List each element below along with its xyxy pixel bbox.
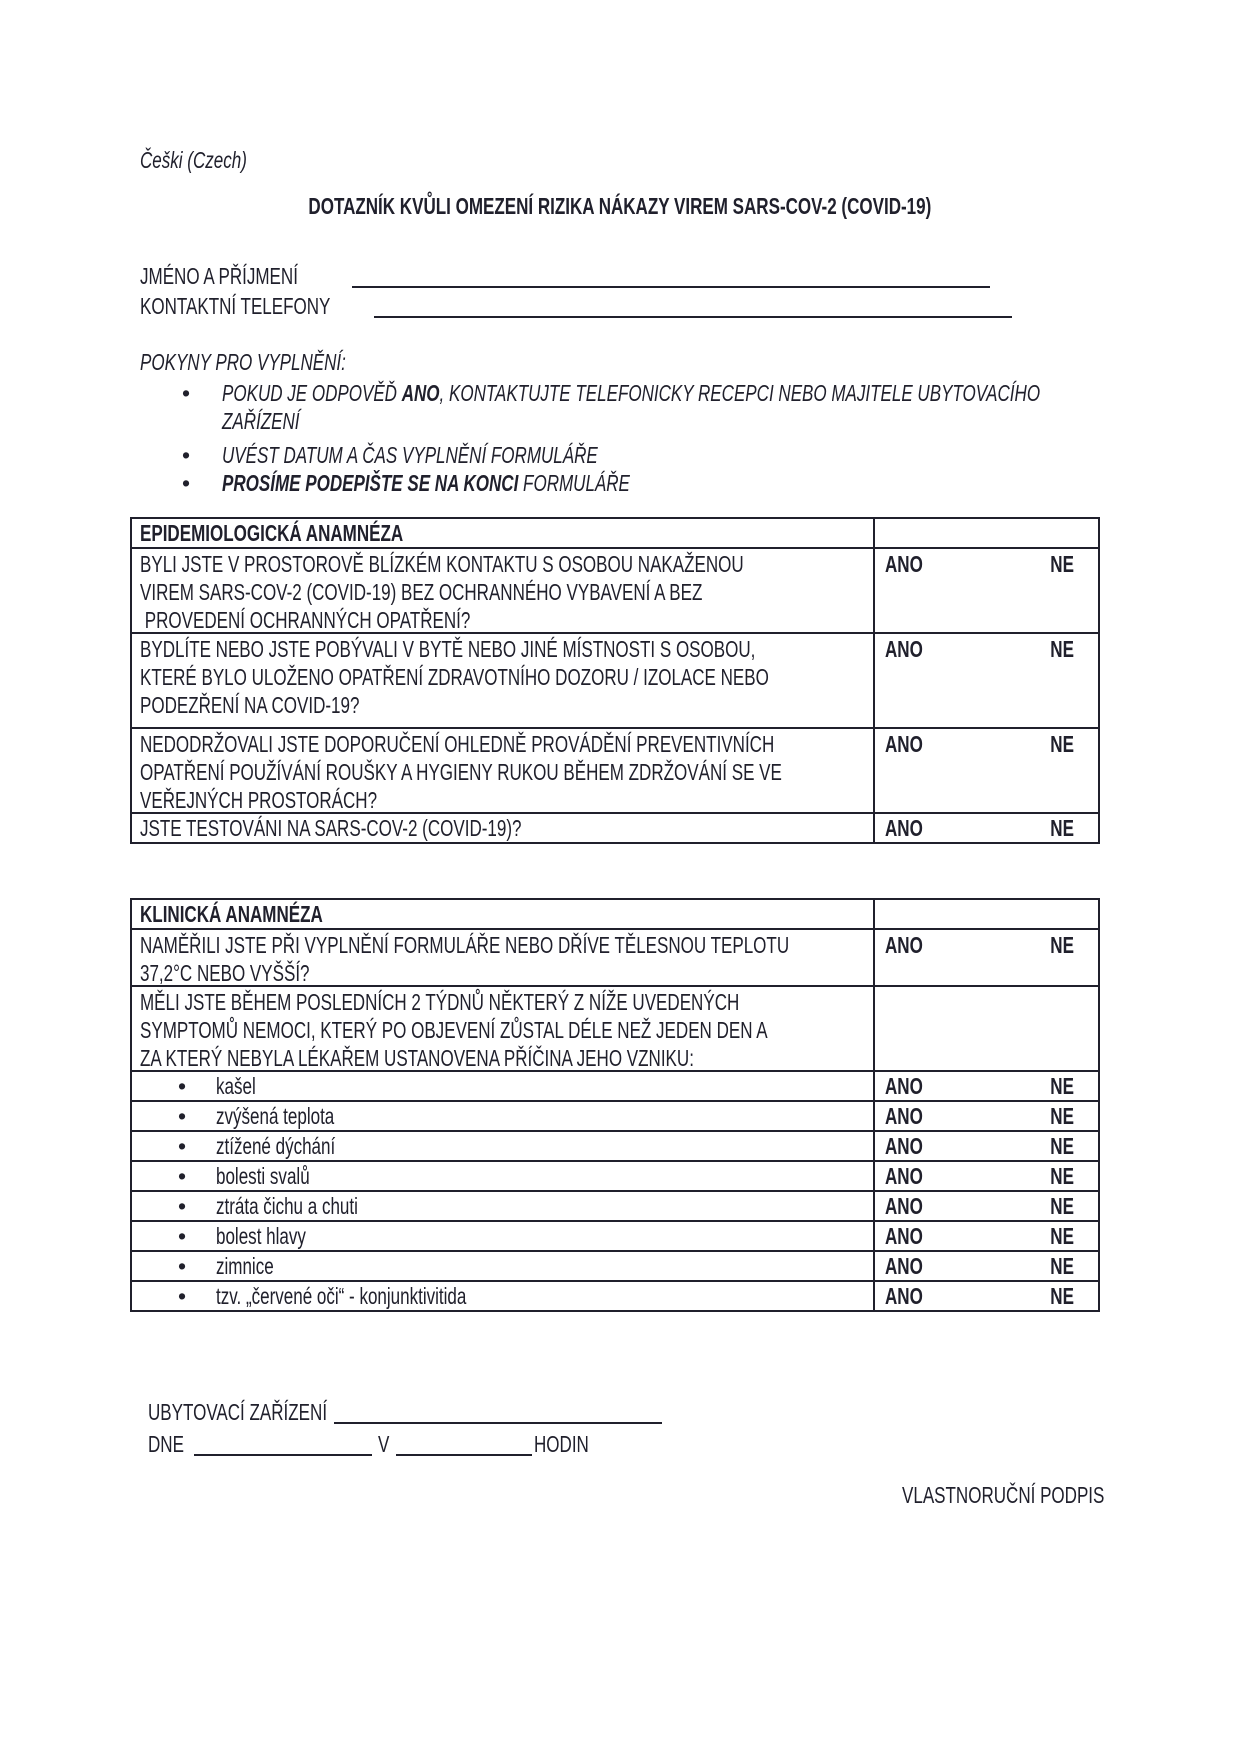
bullet-icon: •	[182, 442, 191, 468]
no-option: NE	[1050, 636, 1074, 662]
answer-cell	[873, 930, 1098, 985]
yes-option: ANO	[885, 1193, 923, 1219]
answer-cell-empty	[873, 987, 1098, 1070]
bullet-icon: •	[178, 1223, 187, 1249]
bullet-icon: •	[182, 470, 191, 496]
no-option: NE	[1050, 815, 1074, 841]
no-option: NE	[1050, 1103, 1074, 1129]
instructions-heading: POKYNY PRO VYPLNĚNÍ:	[140, 349, 346, 375]
symptom-cell	[132, 1252, 873, 1280]
question-cell: BYLI JSTE V PROSTOROVĚ BLÍZKÉM KONTAKTU S OSOBOU NAKAŽENOU VIREM SARS-COV-2 (COVID-19) BEZ OCHRANNÉHO VYBAVENÍ A BEZ PROVEDENÍ OCHRANNÝCH OPATŘENÍ?	[140, 551, 744, 632]
bullet-icon: •	[178, 1073, 187, 1099]
symptom-row	[132, 1220, 1098, 1250]
symptom-label: ztížené dýchání	[216, 1133, 336, 1159]
symptom-cell	[132, 1192, 873, 1220]
no-option: NE	[1050, 731, 1074, 757]
answer-cell	[873, 1102, 1098, 1130]
answer-cell	[873, 1162, 1098, 1190]
yes-option: ANO	[885, 1163, 923, 1189]
symptom-row	[132, 1130, 1098, 1160]
answer-cell	[873, 1072, 1098, 1100]
time-fill-line	[396, 1454, 532, 1456]
table-header-row	[132, 900, 1098, 928]
answer-cell	[873, 1282, 1098, 1310]
symptom-row	[132, 1190, 1098, 1220]
symptom-row	[132, 1250, 1098, 1280]
answer-cell	[873, 1222, 1098, 1250]
symptom-label: tzv. „červené oči“ - konjunktivitida	[216, 1283, 467, 1309]
no-option: NE	[1050, 1133, 1074, 1159]
instruction-item-2: UVÉST DATUM A ČAS VYPLNĚNÍ FORMULÁŘE	[222, 442, 598, 468]
table-header-row	[132, 519, 1098, 547]
yes-option: ANO	[885, 815, 923, 841]
yes-option: ANO	[885, 1103, 923, 1129]
symptom-cell	[132, 1132, 873, 1160]
bullet-icon: •	[178, 1253, 187, 1279]
answer-cell	[873, 1192, 1098, 1220]
signature-label: VLASTNORUČNÍ PODPIS	[902, 1482, 1105, 1508]
answer-cell	[873, 1132, 1098, 1160]
in-label: V	[378, 1431, 390, 1457]
instruction-item-1-line-1: POKUD JE ODPOVĚĎ ANO, KONTAKTUJTE TELEFONICKY RECEPCI NEBO MAJITELE UBYTOVACÍHO	[222, 380, 1041, 406]
answer-cell-empty	[873, 900, 1098, 928]
question-row	[132, 632, 1098, 727]
answer-cell	[873, 634, 1098, 727]
symptom-cell	[132, 1072, 873, 1100]
date-field-label: DNE	[148, 1431, 184, 1457]
question-cell: BYDLÍTE NEBO JSTE POBÝVALI V BYTĚ NEBO JINÉ MÍSTNOSTI S OSOBOU, KTERÉ BYLO ULOŽENO OPATŘENÍ ZDRAVOTNÍHO DOZORU / IZOLACE NEBO PODEZŘENÍ NA COVID-19?	[140, 636, 769, 718]
yes-option: ANO	[885, 551, 923, 577]
symptom-cell	[132, 1102, 873, 1130]
name-field-label: JMÉNO A PŘÍJMENÍ	[140, 263, 298, 289]
name-fill-line	[352, 286, 990, 288]
question-cell: NEDODRŽOVALI JSTE DOPORUČENÍ OHLEDNĚ PROVÁDĚNÍ PREVENTIVNÍCH OPATŘENÍ POUŽÍVÁNÍ ROUŠKY A HYGIENY RUKOU BĚHEM ZDRŽOVÁNÍ SE VE VEŘEJNÝCH PROSTORÁCH?	[140, 731, 782, 812]
no-option: NE	[1050, 1223, 1074, 1249]
yes-option: ANO	[885, 1073, 923, 1099]
symptom-row	[132, 1280, 1098, 1310]
instruction-item-3: PROSÍME PODEPIŠTE SE NA KONCI FORMULÁŘE	[222, 470, 630, 496]
question-row	[132, 985, 1098, 1070]
symptom-label: zimnice	[216, 1253, 274, 1279]
hours-label: HODIN	[534, 1431, 589, 1457]
no-option: NE	[1050, 1163, 1074, 1189]
yes-option: ANO	[885, 1283, 923, 1309]
yes-option: ANO	[885, 1253, 923, 1279]
no-option: NE	[1050, 1283, 1074, 1309]
language-note: Češki (Czech)	[140, 147, 247, 173]
symptom-label: bolest hlavy	[216, 1223, 306, 1249]
answer-cell	[873, 814, 1098, 842]
yes-option: ANO	[885, 932, 923, 958]
bullet-icon: •	[178, 1103, 187, 1129]
table-header-cell: KLINICKÁ ANAMNÉZA	[140, 901, 323, 927]
symptom-label: zvýšená teplota	[216, 1103, 335, 1129]
phone-fill-line	[374, 316, 1012, 318]
question-cell: JSTE TESTOVÁNI NA SARS-COV-2 (COVID-19)?	[140, 815, 522, 841]
no-option: NE	[1050, 1193, 1074, 1219]
question-row	[132, 727, 1098, 812]
symptom-cell	[132, 1222, 873, 1250]
symptom-label: ztráta čichu a chuti	[216, 1193, 358, 1219]
symptom-cell	[132, 1162, 873, 1190]
bullet-icon: •	[178, 1193, 187, 1219]
bullet-icon: •	[182, 380, 191, 406]
symptom-row	[132, 1070, 1098, 1100]
answer-cell	[873, 549, 1098, 632]
page-title: DOTAZNÍK KVŮLI OMEZENÍ RIZIKA NÁKAZY VIREM SARS-COV-2 (COVID-19)	[308, 193, 932, 219]
no-option: NE	[1050, 1073, 1074, 1099]
accommodation-fill-line	[334, 1422, 662, 1424]
question-row	[132, 547, 1098, 632]
instruction-item-1-line-2: ZAŘÍZENÍ	[222, 408, 300, 434]
date-fill-line	[194, 1454, 372, 1456]
question-cell: NAMĚŘILI JSTE PŘI VYPLNĚNÍ FORMULÁŘE NEBO DŘÍVE TĚLESNOU TEPLOTU 37,2°C NEBO VYŠŠÍ?	[140, 932, 790, 985]
yes-option: ANO	[885, 1223, 923, 1249]
no-option: NE	[1050, 551, 1074, 577]
bullet-icon: •	[178, 1283, 187, 1309]
bullet-icon: •	[178, 1133, 187, 1159]
question-row	[132, 812, 1098, 842]
bullet-icon: •	[178, 1163, 187, 1189]
symptom-cell	[132, 1282, 873, 1310]
question-row	[132, 928, 1098, 985]
symptom-label: bolesti svalů	[216, 1163, 310, 1189]
table-header-cell: EPIDEMIOLOGICKÁ ANAMNÉZA	[140, 520, 404, 546]
accommodation-field-label: UBYTOVACÍ ZAŘÍZENÍ	[148, 1399, 328, 1425]
epidemiological-table	[130, 517, 1100, 844]
answer-cell	[873, 729, 1098, 812]
yes-option: ANO	[885, 731, 923, 757]
no-option: NE	[1050, 932, 1074, 958]
answer-cell-empty	[873, 519, 1098, 547]
clinical-table	[130, 898, 1100, 1312]
phone-field-label: KONTAKTNÍ TELEFONY	[140, 293, 331, 319]
yes-option: ANO	[885, 636, 923, 662]
question-cell: MĚLI JSTE BĚHEM POSLEDNÍCH 2 TÝDNŮ NĚKTERÝ Z NÍŽE UVEDENÝCH SYMPTOMŮ NEMOCI, KTERÝ PO OBJEVENÍ ZŮSTAL DÉLE NEŽ JEDEN DEN A ZA KTERÝ NEBYLA LÉKAŘEM USTANOVENA PŘÍČINA JEHO VZNIKU:	[140, 989, 768, 1070]
answer-cell	[873, 1252, 1098, 1280]
no-option: NE	[1050, 1253, 1074, 1279]
yes-option: ANO	[885, 1133, 923, 1159]
symptom-row	[132, 1100, 1098, 1130]
symptom-row	[132, 1160, 1098, 1190]
symptom-label: kašel	[216, 1073, 256, 1099]
